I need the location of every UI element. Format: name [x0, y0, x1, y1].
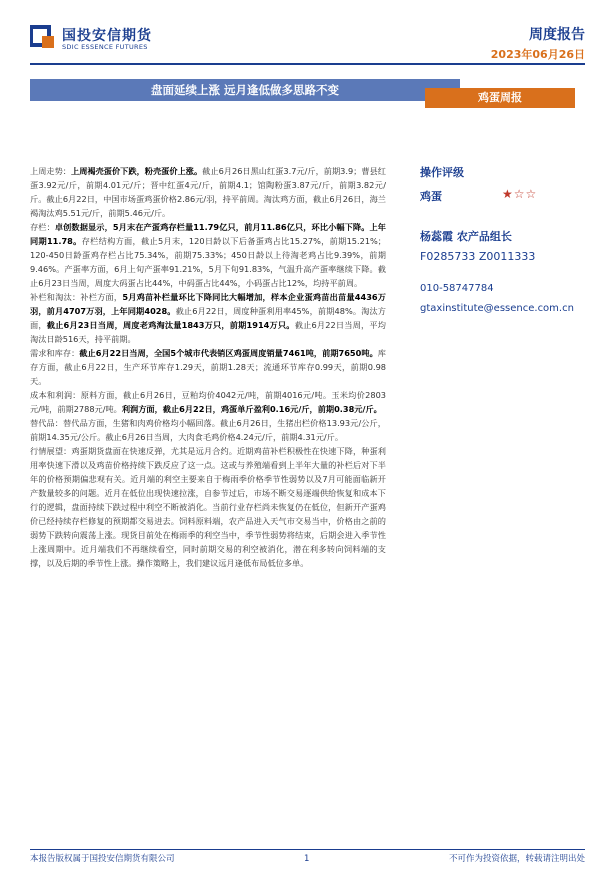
- rating-heading: 操作评级: [420, 166, 464, 179]
- replenish-text-1: 补栏方面，: [80, 292, 123, 302]
- stock-prefix: 存栏：: [30, 222, 55, 232]
- report-body: [30, 164, 386, 570]
- cost-paragraph: [30, 388, 386, 416]
- cost-bold: 利润方面，截止6月22日，鸡蛋单斤盈利0.16元/斤，前期0.38元/斤。: [121, 404, 382, 414]
- market-paragraph: [30, 164, 386, 220]
- report-date: 2023年06月26日: [490, 48, 585, 61]
- contact-email[interactable]: gtaxinstitute@essence.com.cn: [420, 303, 574, 314]
- report-type: 周度报告: [529, 27, 585, 43]
- replenish-bold-2: 截止6月23日当周，周度老鸡淘汰量1843万只，前期1914万只。: [46, 320, 295, 330]
- copyright-notice: 本报告版权属于国投安信期货有限公司: [30, 854, 175, 864]
- cost-text-1: 原料方面，截止6月26日，豆粕均价4042元/吨，前期4016元/吨。玉米均价2803元/吨，前期2788元/吨。: [30, 390, 386, 414]
- page-number: 1: [304, 854, 310, 864]
- replenish-paragraph: [30, 290, 386, 346]
- header-divider: [30, 63, 585, 65]
- contact-phone: 010-58747784: [420, 283, 494, 294]
- demand-bold: 截止6月22日当周，全国5个城市代表销区鸡蛋周度销量7461吨，前期7650吨。: [79, 348, 378, 358]
- replenish-bold-1: 5月鸡苗补栏量环比下降同比大幅增加，样本企业蛋鸡苗出苗量4436万羽，前月4707万羽，上年同期4028。: [30, 292, 386, 316]
- footer-divider: [30, 849, 585, 850]
- stock-paragraph: [30, 220, 386, 290]
- demand-paragraph: [30, 346, 386, 388]
- report-tag: 鸡蛋周报: [425, 88, 575, 108]
- substitute-paragraph: [30, 416, 386, 444]
- market-prefix: 上周走势：: [30, 166, 71, 176]
- analyst-name: 杨蕊霞 农产品组长: [420, 230, 512, 243]
- cost-prefix: 成本和利润：: [30, 390, 81, 400]
- sidebar: [420, 164, 610, 314]
- logo-en-text: SDIC ESSENCE FUTURES: [62, 43, 148, 51]
- rating-product: 鸡蛋: [420, 190, 442, 203]
- outlook-paragraph: [30, 444, 386, 570]
- logo-cn-text: 国投安信期货: [62, 28, 152, 44]
- market-bold: 上周褐壳蛋价下跌，粉壳蛋价上涨。: [71, 166, 203, 176]
- demand-text: 库存方面，截止6月22日，生产环节库存1.29天，前期1.28天；流通环节库存0.99天，前期0.98天。: [30, 348, 386, 386]
- stock-bold: 卓创数据显示，5月末在产蛋鸡存栏量11.79亿只，前月11.86亿只，环比小幅下降。上年同期11.78。: [30, 222, 386, 246]
- rating-row: [420, 188, 610, 202]
- replenish-text-3: 截止6月22日当周，平均淘汰日龄516天，持平前期。: [30, 320, 386, 344]
- rating-stars-icon: ★☆☆: [502, 187, 538, 201]
- outlook-prefix: 行情展望：: [30, 446, 72, 456]
- analyst-certificate: F0285733 Z0011333: [420, 250, 536, 263]
- replenish-text-2: 截止6月22日，周度种蛋利用率45%，前期48%。淘汰方面，: [30, 306, 386, 330]
- company-logo: [30, 22, 250, 62]
- disclaimer-notice: 不可作为投资依据，转载请注明出处: [448, 854, 585, 864]
- substitute-prefix: 替代品：: [30, 418, 64, 428]
- market-text: 截止6月26日黑山红蛋3.7元/斤，前期3.9；曹县红蛋3.92元/斤，前期4.01元/斤；晋中红蛋4元/斤，前期4.1；馆陶粉蛋3.87元/斤，前期3.82元/斤。截止6月22日，中国市场蛋鸡蛋价格2.86元/羽，持平前周。淘汰鸡方面，截止6月26日，海兰褐淘汰鸡5.51元/斤，前期5.46元/斤。: [30, 166, 386, 218]
- demand-prefix: 需求和库存：: [30, 348, 80, 358]
- report-title: 盘面延续上涨 远月逢低做多思路不变: [30, 79, 460, 101]
- stock-text: 存栏结构方面，截止5月末，120日龄以下后备蛋鸡占比15.27%，前期15.21%；120-450日龄蛋鸡存栏占比75.34%，前期75.33%；450日龄以上待淘老鸡占比9.39%，前期9.46%。产蛋率方面，6月上旬产蛋率91.21%，5月下旬91.83%，气温升高产蛋率继续下降。截止6月23日当周，周度大码蛋占比44%，中码蛋占比44%，小码蛋占比12%，均持平前周。: [30, 236, 386, 288]
- substitute-text: 替代品方面，生猪和肉鸡价格均小幅回落。截止6月26日，生猪出栏价格13.93元/公斤，前期14.35元/公斤。截止6月26日当周，大肉食毛鸡价格4.24元/斤，前期4.31元/斤。: [30, 418, 386, 442]
- outlook-text: 鸡蛋期货盘面在快速反弹，尤其是远月合约。近期鸡苗补栏积极性在快速下降，种蛋利用率快速下滑以及鸡苗价格持续下跌反应了这一点。这或与养殖端看到上半年大量的补栏后对下半年的价格预期偏悲观有关。近月端的利空主要来自于梅雨季价格季节性弱势以及7月可能面临新开产数量较多的问题。近月在低位出现快速拉涨，自参节过后，市场不断交易逐端供给恢复和成本下行的逻辑，盘面持续下跌过程中利空不断被消化。当前行业存栏尚未恢复仍在低位，但新开产蛋鸡价已经持续存栏修复的预期都交易进去。饲料原料端，农产品进入天气市交易当中，价格由之前的弱势下跌转向震荡上涨。现货目前处在梅雨季的利空当中，季节性弱势将结束，后期会进入季节性上涨周期中。近月端我们不再继续看空，同时前期交易的利空被消化，潜在利多转向饲料端的支撑，以及后期的季节性上涨。操作策略上，我们建议远月逢低布局低位多单。: [30, 446, 386, 568]
- logo-mark-icon: [30, 24, 56, 50]
- replenish-prefix: 补栏和淘汰：: [30, 292, 81, 302]
